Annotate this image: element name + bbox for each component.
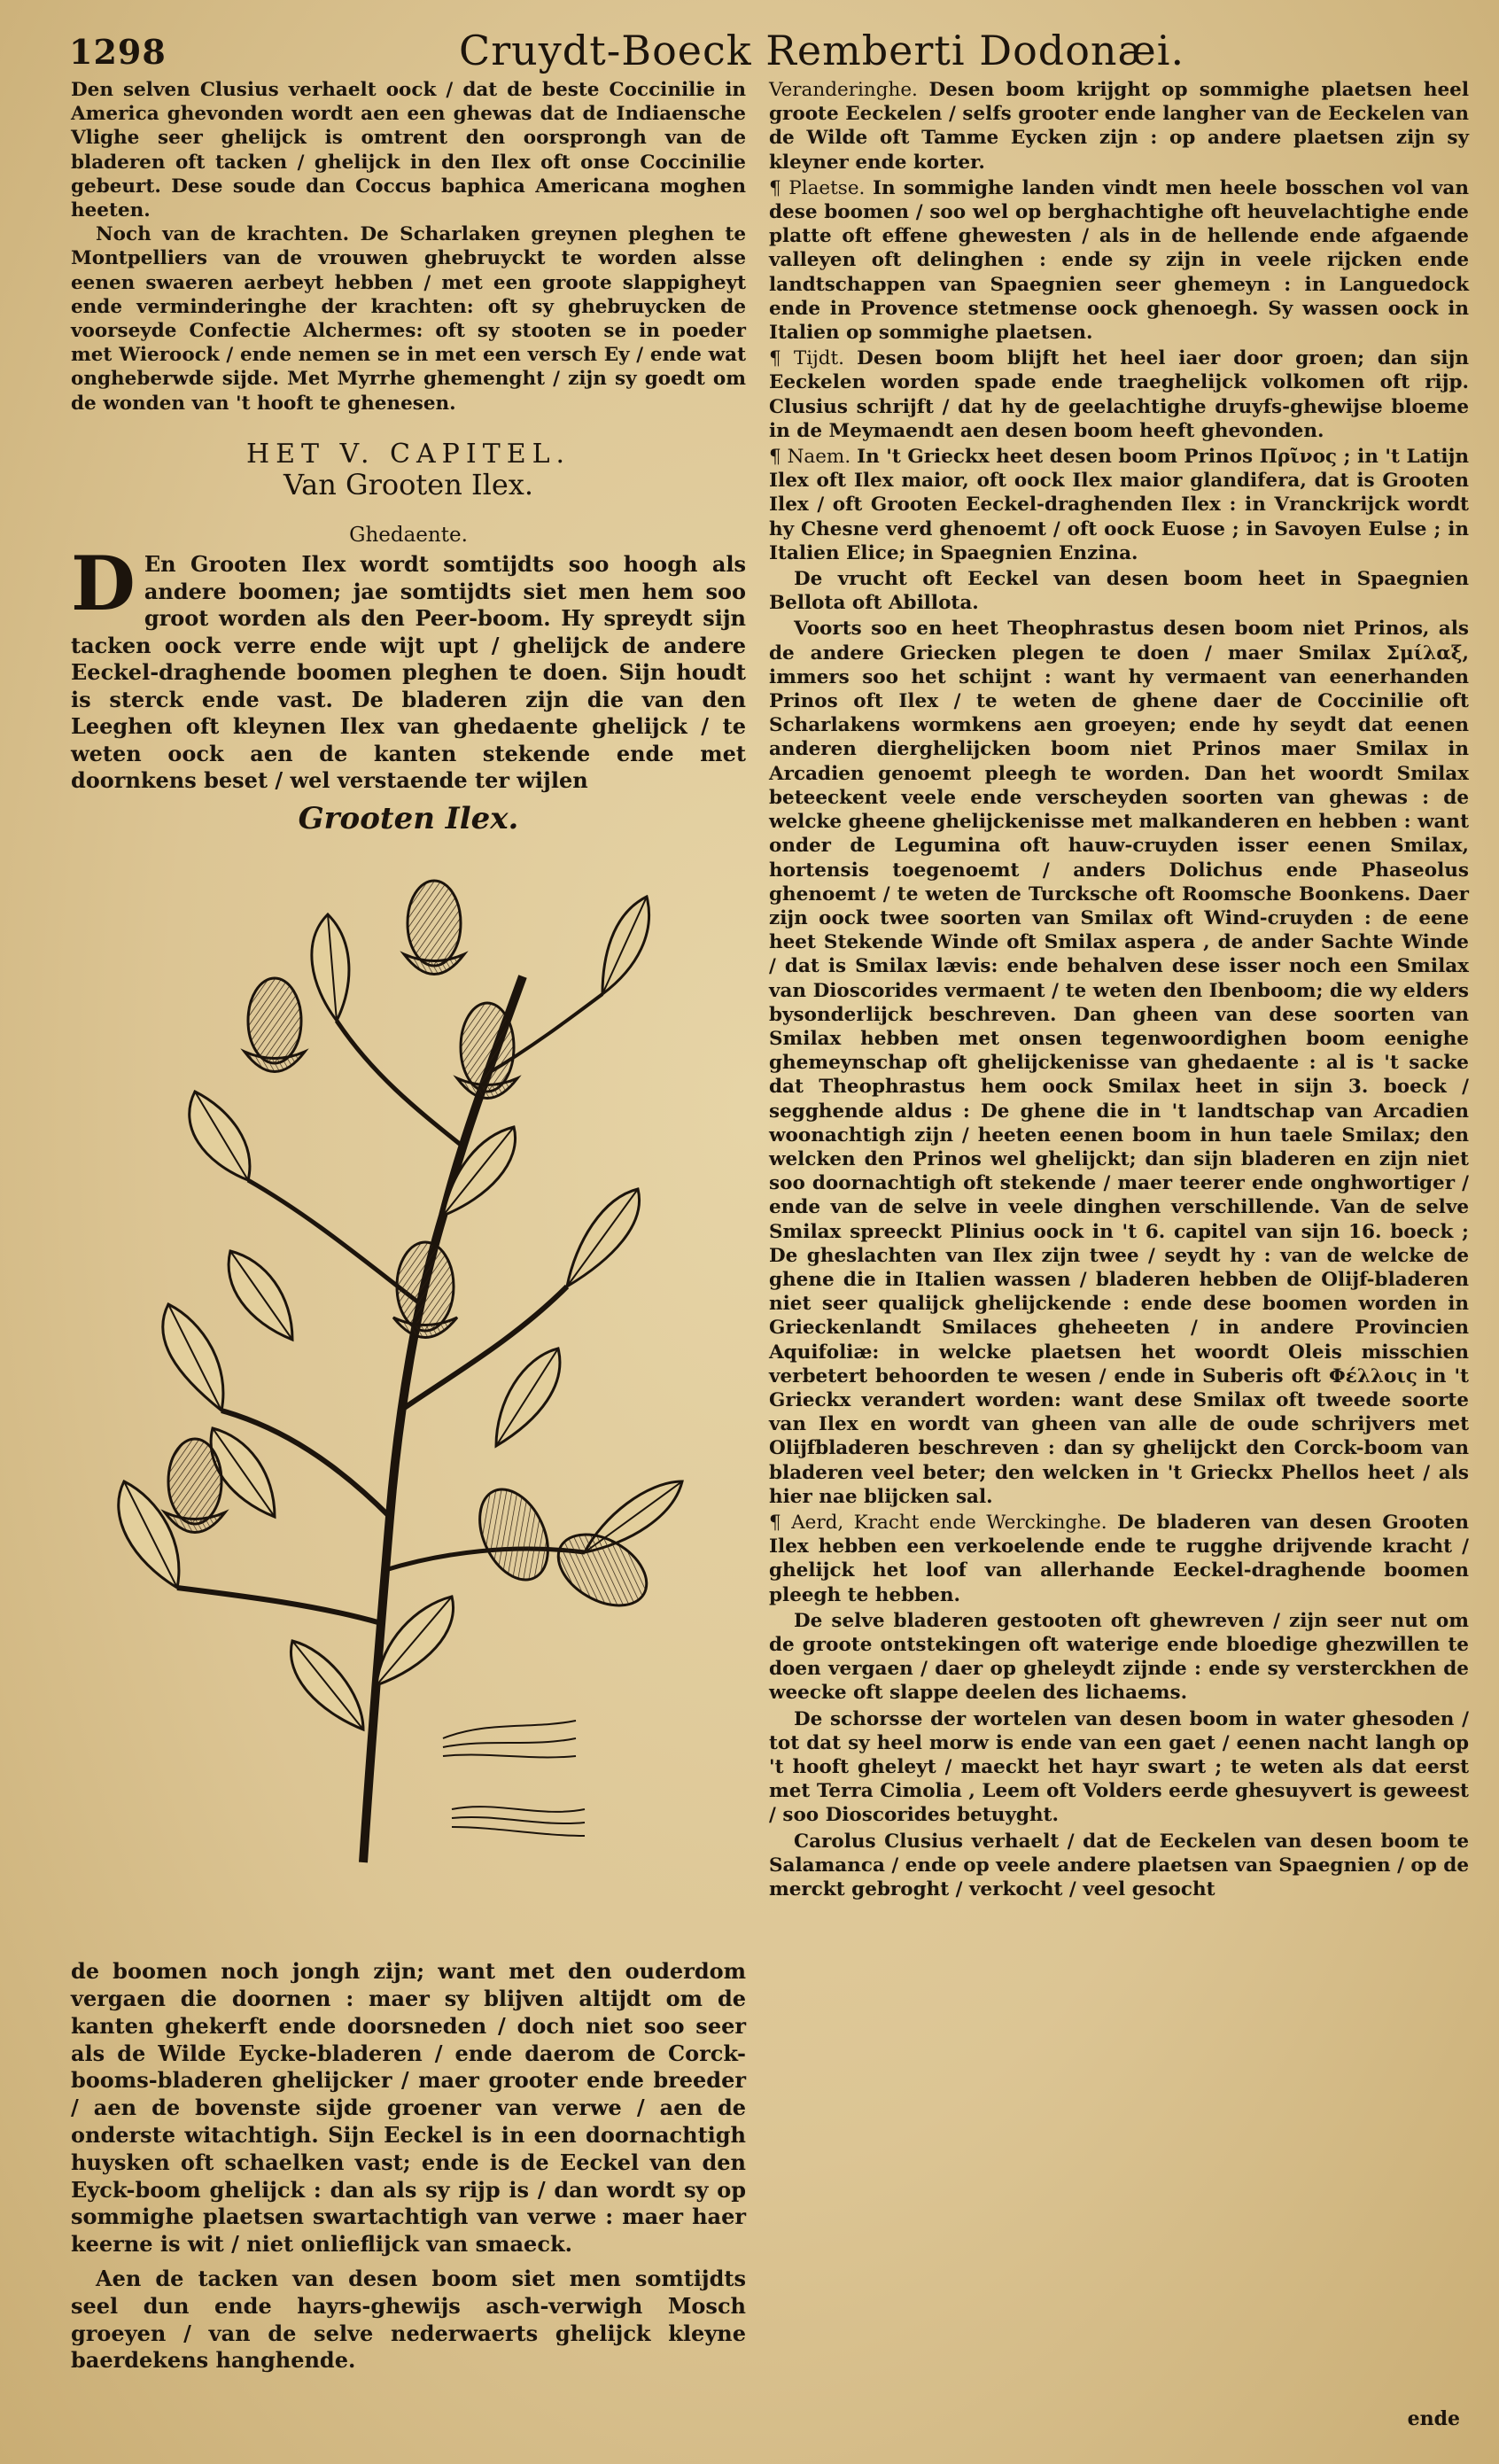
right-paragraph [769, 1707, 1469, 1828]
paragraph-text: Desen boom blijft het heel iaer door groen; dan sijn Eeckelen worden spade ende traeghelijck volkomen oft rijp. Clusius schrijft / dat hy de geelachtighe druyfs-ghewijse bloeme in de Meymaendt aen desen boom heeft ghevonden. [769, 347, 1469, 442]
moss-paragraph: Aen de tacken van desen boom siet men somtijdts seel dun ende hayrs-ghewijs asch-verwigh Mosch groeyen / van de selve nederwaerts ghelijck kleyne baerdekens hanghende. [71, 2265, 746, 2374]
paragraph-text: De bladeren van desen Grooten Ilex hebben een verkoelende ende te rugghe drijvende kracht / ghelijck het loof van allerhande Eeckel-draghende boomen pleegh te hebben. [769, 1511, 1469, 1606]
page-header [69, 19, 1451, 82]
left-top-paragraph-1: Den selven Clusius verhaelt oock / dat de beste Coccinilie in America ghevonden wordt aen een ghewas dat de Indiaensche Vlighe seer ghelijck is omtrent den oorsprongh van de bladeren oft tacken / ghelijck in den Ilex oft onse Coccinilie gebeurt. Dese soude dan Coccus baphica Americana moghen heeten. [71, 79, 746, 222]
catchword: ende [1407, 2407, 1460, 2430]
page-number: 1298 [69, 32, 167, 72]
right-paragraph [769, 1830, 1469, 1902]
paragraph-text: In sommighe landen vindt men heele bosschen vol van dese boomen / soo wel op berghachtighe oft heuvelachtighe ende platte oft effene ghewesten / als in de hellende ende afgaende valleyen oft delinghen : ende sy zijn in veele rijcken ende landtschappen van Spaegnien seer ghemeyn : in Languedock ende in Provence stetmense oock ghenoegh. Sy wassen oock in Italien op sommighe plaetsen. [769, 176, 1469, 345]
section-heading: Ghedaente. [349, 524, 468, 548]
paragraph-text: De vrucht oft Eeckel van desen boom heet in Spaegnien Bellota oft Abillota. [769, 568, 1469, 615]
paragraph-text: De selve bladeren gestooten oft ghewreven / zijn seer nut om de groote ontstekingen oft waterige ende bloedige ghezwillen te doen vergaen / daer op gheleydt zijnde : ende sy versterckhen de weecke oft slappe deelen des lichaems. [769, 1609, 1469, 1705]
right-paragraph [769, 1609, 1469, 1706]
figure-caption: Grooten Ilex. [298, 800, 519, 836]
chapter-heading: HET V. CAPITEL. [245, 438, 571, 470]
paragraph-text: Voorts soo en heet Theophrastus desen boom niet Prinos, als de andere Griecken plegen te doen / maer Smilax Σμίλαξ, immers soo het schijnt : want hy vermaent van eenerhanden Prinos oft Ilex / te weten de ghene daer de Coccinilie oft Scharlakens wormkens aen groeyen; ende hy seydt dat eenen anderen dierghelijcken boom niet Prinos maer Smilax in Arcadien genoemt pleegh te worden. Dan het woordt Smilax beteeckent veele ende verscheyden soorten van ghewas : de welcke gheene ghelijckenisse met malkanderen en hebben : want onder de Legumina oft hauw-cruyden isser eenen Smilax, hortensis toegenoemt / anders Dolichus ende Phaseolus ghenoemt / te weten de Turcksche oft Roomsche Boonkens. Daer zijn oock twee soorten van Smilax oft Wind-cruyden : de eene heet Stekende Winde oft Smilax aspera , de ander Sachte Winde / dat is Smilax lævis: ende behalven dese isser noch een Smilax van Dioscorides vermaent / te weten den Ibenboom; die wy elders bysonderlijck beschreven. Dan gheen van dese soorten van Smilax hebben met onsen tegenwoordighen boom eenighe ghemeynschap oft ghelijckenisse van ghedaente : al is 't sacke dat Theophrastus hem oock Smilax heet in sijn 3. boeck / segghende aldus : De ghene die in 't landtschap van Arcadien woonachtigh zijn / heeten eenen boom in hun taele Smilax; den welcken den Prinos wel ghelijckt; dan sijn bladeren en zijn niet soo doornachtigh oft stekende / maer teerer ende onghwortiger / ende van de selve in veele dinghen verschillende. Van de selve Smilax spreeckt Plinius oock in 't 6. capitel van sijn 16. boeck ; De gheslachten van Ilex zijn twee / seydt hy : van de welcke de ghene die in Italien wassen / bladeren hebben de Olijf-bladeren niet seer qualijck ghelijckende : ende dese boomen worden in Grieckenlandt Smilaces gheheeten / in andere Provincien Aquifoliæ: in welcke plaetsen het woordt Oleis misschien verbetert behoorden te wesen / ende in Suberis oft Φέλλοις in 't Grieckx verandert worden: want dese Smilax oft tweede soorte van Ilex en wordt van gheen van alle de oude schrijvers met Olijfbladeren beschreven : dan sy ghelijckt den Corck-boom van bladeren veel beter; den welcken in 't Grieckx Phellos heet / als hier nae blijcken sal. [769, 618, 1469, 1508]
description-paragraph [71, 540, 746, 795]
paragraph-lead: ¶ Tijdt. [769, 347, 844, 370]
paragraph-lead: ¶ Naem. [769, 446, 851, 469]
right-paragraph [769, 1511, 1469, 1607]
paragraph-text: Desen boom krijght op sommighe plaetsen heel groote Eeckelen / selfs grooter ende langher van de Eeckelen van de Wilde oft Tamme Eycken zijn : op andere plaetsen zijn sy kleyner ende korter. [769, 79, 1469, 174]
paragraph-lead: Veranderinghe. [769, 79, 918, 101]
paragraph-text: In 't Grieckx heet desen boom Prinos Πρῖνος ; in 't Latijn Ilex oft Ilex maior, oft oock Ilex maior glandifera, dat is Grooten Ilex / oft Grooten Eeckel-draghenden Ilex : in Vranckrijck wordt hy Chesne verd ghenoemt / oft oock Euose ; in Savoyen Eulse ; in Italien Elice; in Spaegnien Enzina. [769, 446, 1469, 564]
paragraph-text: De schorsse der wortelen van desen boom in water ghesoden / tot dat sy heel morw is ende van een gaet / eenen nacht langh op 't hooft gheleyt / maeckt het hayr swart ; te weten als dat eerst met Terra Cimolia , Leem oft Volders eerde ghesuyvert is geweest / soo Dioscorides betuyght. [769, 1707, 1469, 1827]
left-column [71, 78, 746, 2375]
right-column [769, 78, 1469, 1903]
right-paragraph [769, 567, 1469, 615]
paragraph-lead: ¶ Plaetse. [769, 176, 866, 199]
right-paragraph [769, 78, 1469, 175]
right-paragraph [769, 346, 1469, 443]
paragraph-lead: ¶ Aerd, Kracht ende Werckinghe. [769, 1511, 1107, 1534]
drop-cap: D [71, 540, 136, 628]
left-top-paragraph-2: Noch van de krachten. De Scharlaken greynen pleghen te Montpelliers van de vrouwen ghebruyckt te worden alsse eenen swaeren aerbeyt hebben / met een groote slappigheyt ende verminderinghe der krachten: oft sy ghebruycken de voorseyde Confectie Alchermes: oft sy stooten se in poeder met Wieroock / ende nemen se in met een versch Ey / ende wat ongheberwde sijde. Met Myrrhe ghemenght / zijn sy goedt om de wonden van 't hooft te ghenesen. [71, 223, 746, 415]
right-paragraph [769, 176, 1469, 345]
description-text: En Grooten Ilex wordt somtijdts soo hoogh als andere boomen; jae somtijdts siet men hem soo groot worden als den Peer-boom. Hy spreydt sijn tacken oock verre ende wijt upt / ghelijck de andere Eeckel-draghende boomen pleghen te doen. Sijn houdt is sterck ende vast. De bladeren zijn die van den Leeghen oft kleynen Ilex van ghedaente ghelijck / te weten oock aen de kanten stekende ende met doornkens beset / wel verstaende ter wijlen [71, 551, 746, 794]
holm-oak-branch-icon [71, 843, 746, 1951]
woodcut-illustration [71, 843, 746, 1951]
right-paragraph [769, 445, 1469, 565]
right-paragraph [769, 617, 1469, 1509]
continuation-paragraph: de boomen noch jongh zijn; want met den ouderdom vergaen die doornen : maer sy blijven altijdt om de kanten ghekerft ende doorsneden / doch niet soo seer als de Wilde Eycke-bladeren / ende daerom de Corck-booms-bladeren ghelijcker / maer grooter ende breeder / aen de bovenste sijde groener van verwe / aen de onderste witachtigh. Sijn Eeckel is in een doornachtigh huysken oft schaelken vast; ende is de Eeckel van den Eyck-boom ghelijck : dan als sy rijp is / dan wordt sy op sommighe plaetsen swartachtigh van verwe : maer haer keerne is wit / niet onlieflijck van smaeck. [71, 1958, 746, 2258]
running-title: Cruydt-Boeck Remberti Dodonæi. [459, 27, 1185, 74]
paragraph-text: Carolus Clusius verhaelt / dat de Eeckelen van desen boom te Salamanca / ende op veele andere plaetsen van Spaegnien / op de merckt gebroght / verkocht / veel gesocht [769, 1830, 1469, 1901]
chapter-subtitle: Van Grooten Ilex. [283, 468, 534, 502]
